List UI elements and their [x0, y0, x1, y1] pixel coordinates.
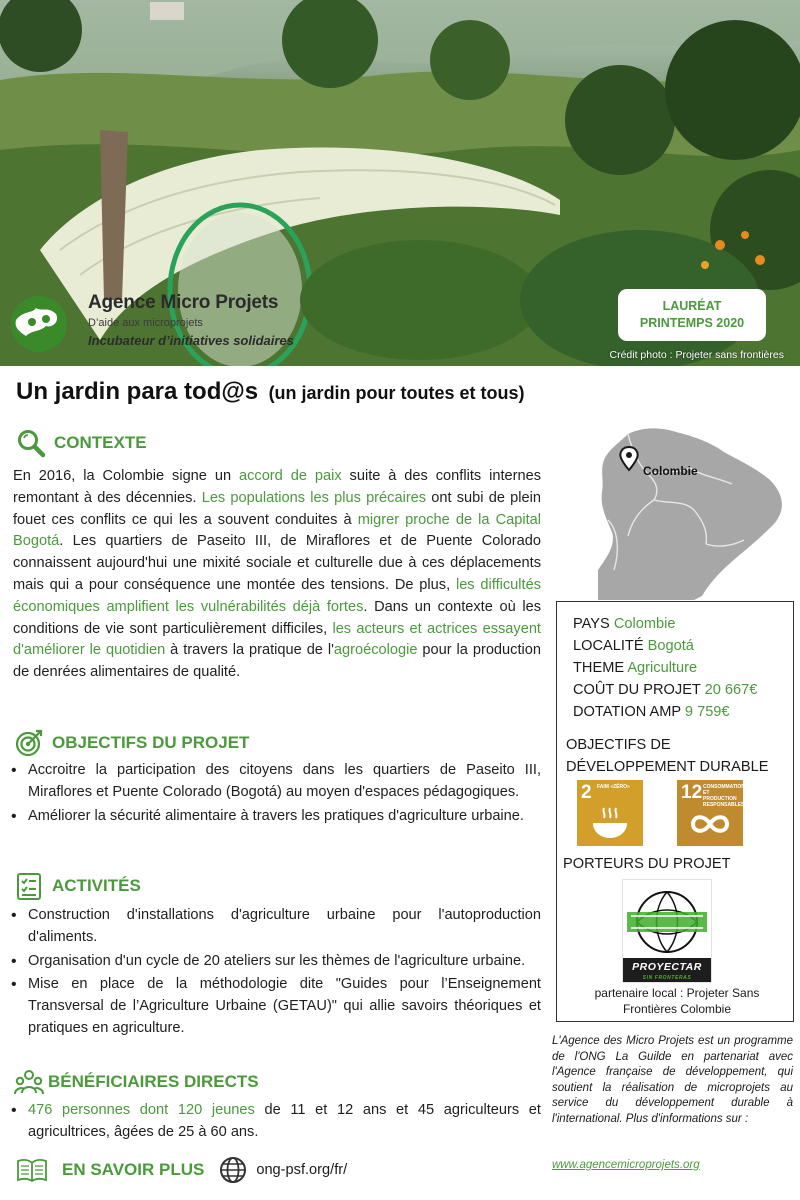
objectives-heading	[14, 728, 249, 758]
context-highlight: accord de paix	[238, 468, 342, 484]
sdg-goal-2-number: 2	[581, 782, 592, 803]
page-title-main: Un jardin para tod@s	[16, 378, 259, 405]
checklist-icon	[14, 871, 44, 901]
fact-pays-value: Colombie	[613, 616, 676, 632]
fact-pays	[573, 616, 676, 632]
context-heading	[16, 428, 147, 458]
sdg-title-line1: OBJECTIFS DE	[566, 737, 671, 753]
laureat-badge-line2: PRINTEMPS 2020	[639, 316, 745, 330]
context-text: . Les quartiers de Paseito III, de Miraflores et de Puente Colorado connaissent aujourd'hui une mixité sociale et culturelle due à ces déplacements mais qui a pour conséquence une montée des tensions. De plus,	[13, 533, 541, 593]
map-country-label: Colombie	[643, 464, 698, 478]
fact-localite-value: Bogotá	[647, 638, 694, 654]
context-text: à travers la pratique de l'	[165, 642, 334, 659]
partner-caption-line1: partenaire local : Projeter Sans	[594, 986, 760, 1000]
beneficiaries-rest: de 11 et 12 ans et 45 agriculteurs et agricultrices, âgées de 25 à 60 ans.	[28, 1102, 541, 1140]
hero-photo	[0, 0, 800, 366]
context-text: En 2016, la Colombie signe un	[13, 468, 239, 484]
sdg-title	[566, 734, 768, 778]
amp-website-link[interactable]: www.agencemicroprojets.org	[552, 1159, 700, 1171]
beneficiaries-highlight: 476 personnes dont 120 jeunes	[28, 1102, 255, 1118]
porteurs-heading: PORTEURS DU PROJET	[563, 856, 731, 872]
proyectar-globe-icon	[623, 882, 711, 960]
fact-dotation-key: DOTATION AMP	[573, 704, 681, 720]
fact-cout-value: 20 667€	[704, 682, 758, 698]
beneficiaries-item	[8, 1100, 541, 1144]
laureat-badge	[618, 289, 766, 341]
activities-item: • Mise en place de la méthodologie dite "Guides pour l’Enseignement Transversal de l’Agriculture Urbaine (GETAU)" qui allie savoirs théoriques et pratiques en agriculture.	[8, 974, 541, 1039]
globe-icon	[218, 1155, 248, 1185]
more-info-label: EN SAVOIR PLUS	[62, 1160, 205, 1179]
proyectar-subname: SIN FRONTERAS	[642, 975, 692, 981]
context-heading-label: CONTEXTE	[54, 433, 147, 452]
fact-cout-key: COÛT DU PROJET	[573, 682, 701, 698]
sdg-goal-12-tile	[677, 780, 743, 846]
amp-globe-icon	[2, 292, 76, 352]
context-highlight: agroécologie	[333, 642, 418, 659]
south-america-map	[598, 420, 788, 600]
partner-caption-line2: Frontières Colombie	[622, 1002, 732, 1016]
sdg-goal-12-number: 12	[681, 782, 703, 803]
sdg-goal-2-label: FAIM «ZÉRO»	[597, 784, 630, 790]
activities-heading	[14, 871, 141, 901]
objectives-item: • Améliorer la sécurité alimentaire à travers les pratiques d'agriculture urbaine.	[8, 806, 541, 828]
context-text: . Dans un contexte où les conditions de vie sont particulièrement difficiles,	[13, 598, 541, 637]
fact-localite	[573, 638, 694, 654]
context-highlight: les difficultés économiques amplifient les vulnérabilités déjà fortes	[13, 576, 542, 615]
fact-pays-key: PAYS	[573, 616, 610, 632]
amp-about-text: L'Agence des Micro Projets est un programme de l'ONG La Guilde en partenariat avec l'Agence française de développement, qui soutient la réalisation de microprojets au service du développement durable à l'international. Plus d'informations sur :	[552, 1035, 793, 1125]
target-icon	[14, 728, 44, 758]
book-icon	[16, 1157, 48, 1183]
objectives-item: • Accroitre la participation des citoyens dans les quartiers de Paseito III, Miraflores et Puente Colorado (Bogotá) au moyen d'espaces pédagogiques.	[8, 760, 541, 804]
context-highlight: migrer proche de la Capital Bogotá	[13, 511, 541, 550]
laureat-badge-line1: LAURÉAT	[662, 299, 722, 313]
beneficiaries-heading	[14, 1067, 259, 1097]
fact-cout	[573, 682, 757, 698]
proyectar-logo	[622, 879, 712, 983]
context-text: pour la production de denrées alimentaires de qualité.	[13, 642, 541, 681]
fact-theme	[573, 660, 697, 676]
sdg-title-line2: DÉVELOPPEMENT DURABLE	[566, 759, 769, 775]
fact-dotation-value: 9 759€	[684, 704, 730, 720]
amp-logo	[0, 286, 300, 356]
more-info-url[interactable]: ong-psf.org/fr/	[256, 1162, 348, 1178]
beneficiaries-list	[8, 1100, 541, 1146]
food-bowl-icon	[590, 806, 630, 842]
people-icon	[14, 1067, 44, 1097]
context-text: ont subi de plein fouet ces conflits ce qui les a souvent conduites à	[13, 489, 541, 528]
context-paragraph	[13, 466, 541, 684]
sdg-goal-12-label: CONSOMMATION ET PRODUCTION RESPONSABLES	[703, 784, 745, 808]
fact-localite-key: LOCALITÉ	[573, 638, 644, 654]
sdg-goal-2-tile	[577, 780, 643, 846]
page-title-aside: (un jardin pour toutes et tous)	[268, 383, 525, 403]
objectives-heading-label: OBJECTIFS DU PROJET	[52, 733, 250, 752]
page-title	[16, 378, 525, 406]
search-icon	[16, 428, 46, 458]
proyectar-name: PROYECTAR	[632, 961, 702, 973]
more-info	[16, 1155, 347, 1185]
context-text: suite à des conflits internes remontant à des décennies.	[13, 468, 542, 506]
activities-list	[8, 905, 541, 1042]
amp-logo-subtitle: D’aide aux microprojets	[88, 317, 203, 329]
context-highlight: Les populations les plus précaires	[201, 489, 427, 506]
activities-item: • Construction d'installations d'agriculture urbaine pour l'autoproduction d'aliments.	[8, 905, 541, 949]
amp-logo-tagline: Incubateur d’initiatives solidaires	[88, 333, 294, 348]
photo-credit: Crédit photo : Projeter sans frontières	[609, 349, 784, 361]
amp-logo-name: Agence Micro Projets	[88, 292, 279, 313]
beneficiaries-heading-label: BÉNÉFICIAIRES DIRECTS	[48, 1072, 259, 1091]
fact-theme-key: THEME	[573, 660, 625, 676]
partner-caption	[566, 985, 788, 1017]
infinity-loop-icon	[690, 806, 730, 842]
activities-heading-label: ACTIVITÉS	[52, 876, 141, 895]
fact-theme-value: Agriculture	[627, 660, 698, 676]
context-highlight: les acteurs et actrices essayent d'améliorer le quotidien	[13, 620, 541, 659]
fact-dotation	[573, 704, 730, 720]
objectives-list	[8, 760, 541, 829]
activities-item: • Organisation d'un cycle de 20 ateliers sur les thèmes de l'agriculture urbaine.	[8, 951, 541, 973]
